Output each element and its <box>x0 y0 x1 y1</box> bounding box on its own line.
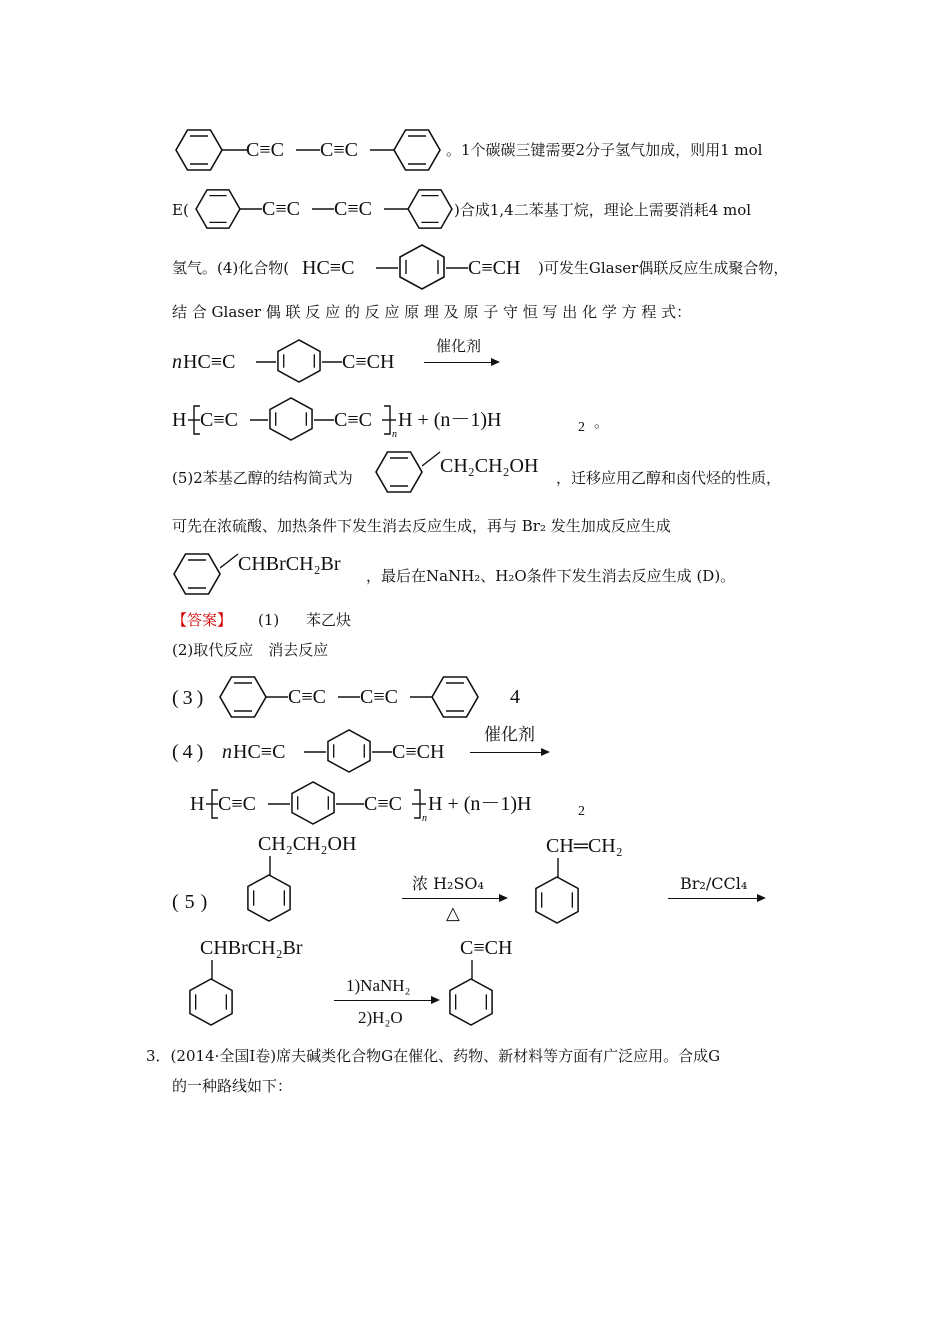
text-line: )合成1,4二苯基丁烷，理论上需要消耗4 mol <box>454 201 752 219</box>
benzene-vertical-icon <box>246 874 292 922</box>
para-benzene-ring-icon <box>268 397 314 441</box>
answer-2: (2)取代反应 消去反应 <box>172 641 329 659</box>
polymer-h: H <box>190 793 205 815</box>
text-line: 氢气。(4)化合物( <box>172 259 290 277</box>
polymer-tail: H + (n－1)H <box>428 793 532 815</box>
text-line: 。1个碳碳三键需要2分子氢气加成，则用1 mol <box>446 141 763 159</box>
condition-label: 2)H₂O <box>358 1008 403 1027</box>
polymer-tail: H + (n－1)H <box>398 409 502 431</box>
benzene-ring-icon <box>408 188 452 230</box>
reaction-arrow-icon <box>402 898 506 899</box>
para-benzene-ring-icon <box>326 729 372 773</box>
text-line: (5)2苯基乙醇的结构简式为 <box>172 469 353 487</box>
ch2ch2oh-label: CH₂CH₂OH <box>440 455 539 477</box>
benzene-ring-icon <box>394 128 440 172</box>
benzene-vertical-icon <box>534 876 580 924</box>
polymer-bracket-icon <box>382 404 398 438</box>
para-benzene-ring-icon <box>276 339 322 383</box>
triple-bond-label: C≡C <box>320 139 358 161</box>
cch-label: C≡CH <box>342 351 395 373</box>
polymer-h: H <box>172 409 187 431</box>
question-3-line-1: 3．(2014·全国Ⅰ卷)席夫碱类化合物G在催化、药物、新材料等方面有广泛应用。合成G <box>146 1047 721 1065</box>
text-line: 可先在浓硫酸、加热条件下发生消去反应生成，再与 Br₂ 发生加成反应生成 <box>172 517 671 535</box>
catalyst-label: 催化剂 <box>436 337 482 355</box>
hcc-label: HC≡C <box>233 741 286 763</box>
polymer-bracket-icon <box>412 788 428 822</box>
triple-bond-label: C≡C <box>334 409 372 431</box>
benzene-vertical-icon <box>448 978 494 1026</box>
question-3-line-2: 的一种路线如下： <box>172 1077 293 1095</box>
triple-bond-label: C≡C <box>246 139 284 161</box>
cch-label: C≡CH <box>468 257 521 279</box>
text-line: E( <box>172 201 189 219</box>
triple-bond-label: C≡C <box>288 686 326 708</box>
polymer-tail-sub: 2 <box>578 804 585 819</box>
chch2-label: CH═CH₂ <box>546 835 623 857</box>
answer-3-number: (3) <box>172 687 208 709</box>
text-line: 结 合 Glaser 偶 联 反 应 的 反 应 原 理 及 原 子 守 恒 写 出 化 学 方 程 式： <box>172 303 692 321</box>
hcc-label: HC≡C <box>302 257 355 279</box>
reaction-arrow-icon <box>334 1000 438 1001</box>
text-line: )可发生Glaser偶联反应生成聚合物， <box>538 259 789 277</box>
triple-bond-label: C≡C <box>334 198 372 220</box>
answer-4-number: (4) <box>172 741 208 763</box>
benzene-ring-icon <box>376 450 422 494</box>
para-benzene-ring-icon <box>398 244 446 290</box>
svg-text:n: n <box>422 813 427 822</box>
triple-bond-label: C≡C <box>200 409 238 431</box>
answer-label: 【答案】 <box>172 611 233 629</box>
catalyst-label: 催化剂 <box>484 725 535 745</box>
reaction-arrow-icon <box>668 898 764 899</box>
benzene-ring-icon <box>432 675 478 719</box>
n-coefficient: n <box>222 741 232 763</box>
chbr-label: CHBrCH₂Br <box>238 553 341 575</box>
answer-1: 苯乙炔 <box>306 611 352 629</box>
polymer-tail-sub: 2 <box>578 420 585 435</box>
triple-bond-label: C≡C <box>218 793 256 815</box>
answer-1-number: (1) <box>258 611 280 629</box>
condition-label: 浓 H₂SO₄ <box>412 874 484 893</box>
svg-text:n: n <box>392 429 397 438</box>
condition-label: Br₂/CCl₄ <box>680 874 748 893</box>
reaction-arrow-icon <box>424 362 498 363</box>
answer-5-number: (5) <box>172 891 214 913</box>
triple-bond-label: C≡C <box>262 198 300 220</box>
answer-3-value: 4 <box>510 686 520 708</box>
condition-label: 1)NaNH₂ <box>346 976 411 995</box>
condition-label: △ <box>446 903 460 924</box>
reaction-arrow-icon <box>470 752 548 753</box>
cch-end-label: C≡CH <box>460 937 513 959</box>
para-benzene-ring-icon <box>290 781 336 825</box>
ch2ch2oh-label: CH₂CH₂OH <box>258 833 357 855</box>
cch-label: C≡CH <box>392 741 445 763</box>
chbr-label: CHBrCH₂Br <box>200 937 303 959</box>
benzene-ring-icon <box>220 675 266 719</box>
benzene-ring-icon <box>174 552 220 596</box>
triple-bond-label: C≡C <box>364 793 402 815</box>
hcc-label: HC≡C <box>183 351 236 373</box>
text-line: 。 <box>594 413 610 431</box>
text-line: ，迁移应用乙醇和卤代烃的性质， <box>556 469 782 487</box>
text-line: ，最后在NaNH₂、H₂O条件下发生消去反应生成 (D)。 <box>366 567 736 585</box>
triple-bond-label: C≡C <box>360 686 398 708</box>
benzene-ring-icon <box>196 188 240 230</box>
benzene-ring-icon <box>176 128 222 172</box>
benzene-vertical-icon <box>188 978 234 1026</box>
n-coefficient: n <box>172 351 182 373</box>
